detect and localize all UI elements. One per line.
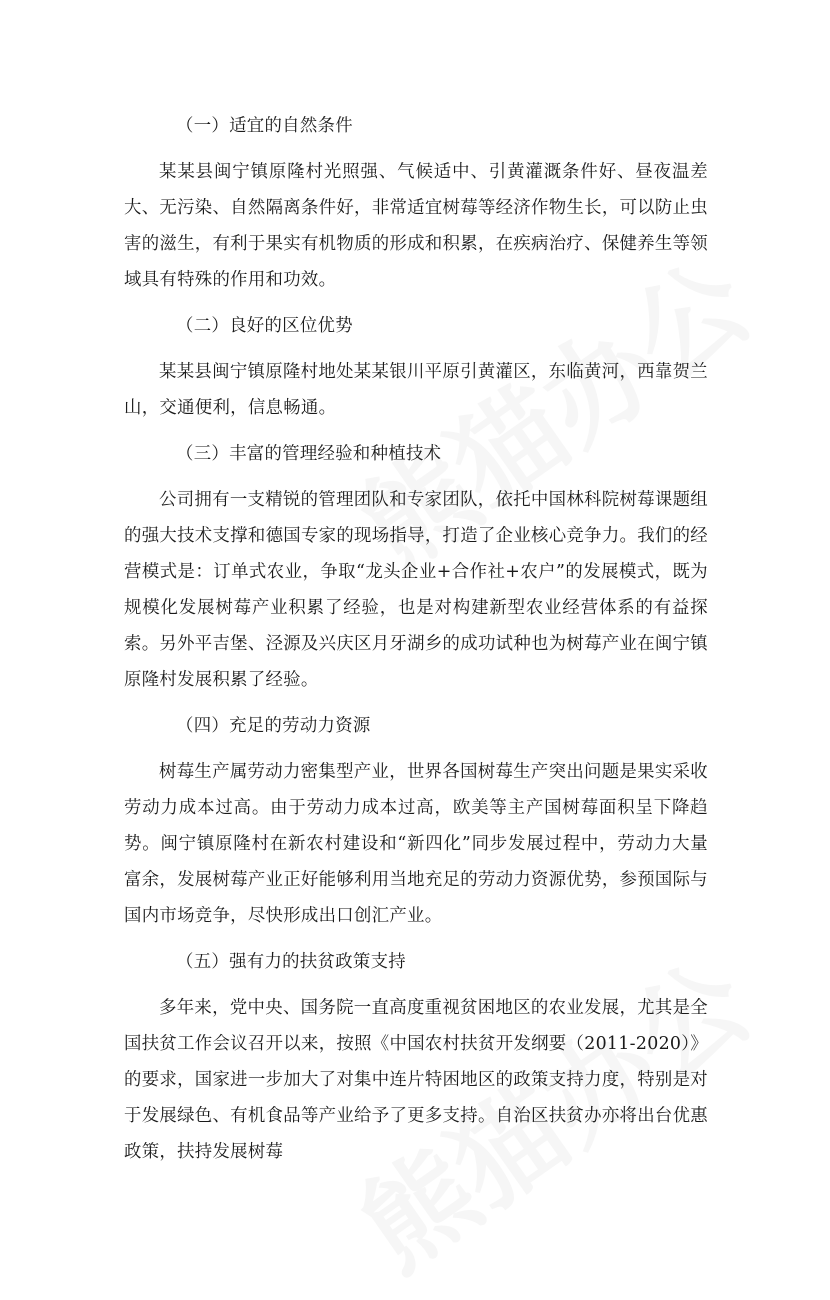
document-page: [124, 108, 708, 1180]
section-heading-2: （二）良好的区位优势: [176, 316, 353, 336]
section-heading-4: （四）充足的劳动力资源: [176, 716, 371, 736]
section-body-3: 公司拥有一支精锐的管理团队和专家团队，依托中国林科院树莓课题组的强大技术支撑和德国专家的现场指导，打造了企业核心竞争力。我们的经营模式是：订单式农业，争取“龙头企业+合作社+农户”的发展模式，既为规模化发展树莓产业积累了经验，也是对构建新型农业经营体系的有益探索。另外平吉堡、泾源及兴庆区月牙湖乡的成功试种也为树莓产业在闽宁镇原隆村发展积累了经验。: [124, 490, 708, 690]
section-heading-3: （三）丰富的管理经验和种植技术: [176, 444, 442, 464]
section-heading-5: （五）强有力的扶贫政策支持: [176, 952, 406, 972]
section-body-2: 某某县闽宁镇原隆村地处某某银川平原引黄灌区，东临黄河，西靠贺兰山，交通便利，信息畅通。: [124, 362, 708, 418]
section-body-1: 某某县闽宁镇原隆村光照强、气候适中、引黄灌溉条件好、昼夜温差大、无污染、自然隔离条件好，非常适宜树莓等经济作物生长，可以防止虫害的滋生，有利于果实有机物质的形成和积累，在疾病治疗、保健养生等领域具有特殊的作用和功效。: [124, 162, 708, 290]
section-heading-1: （一）适宜的自然条件: [176, 116, 353, 136]
section-body-4: 树莓生产属劳动力密集型产业，世界各国树莓生产突出问题是果实采收劳动力成本过高。由于劳动力成本过高，欧美等主产国树莓面积呈下降趋势。闽宁镇原隆村在新农村建设和“新四化”同步发展过程中，劳动力大量富余，发展树莓产业正好能够利用当地充足的劳动力资源优势，参预国际与国内市场竞争，尽快形成出口创汇产业。: [124, 762, 708, 926]
section-body-5: 多年来，党中央、国务院一直高度重视贫困地区的农业发展，尤其是全国扶贫工作会议召开以来，按照《中国农村扶贫开发纲要（2011-2020）》的要求，国家进一步加大了对集中连片特困地区的政策支持力度，特别是对于发展绿色、有机食品等产业给予了更多支持。自治区扶贫办亦将出台优惠政策，扶持发展树莓: [124, 998, 708, 1162]
